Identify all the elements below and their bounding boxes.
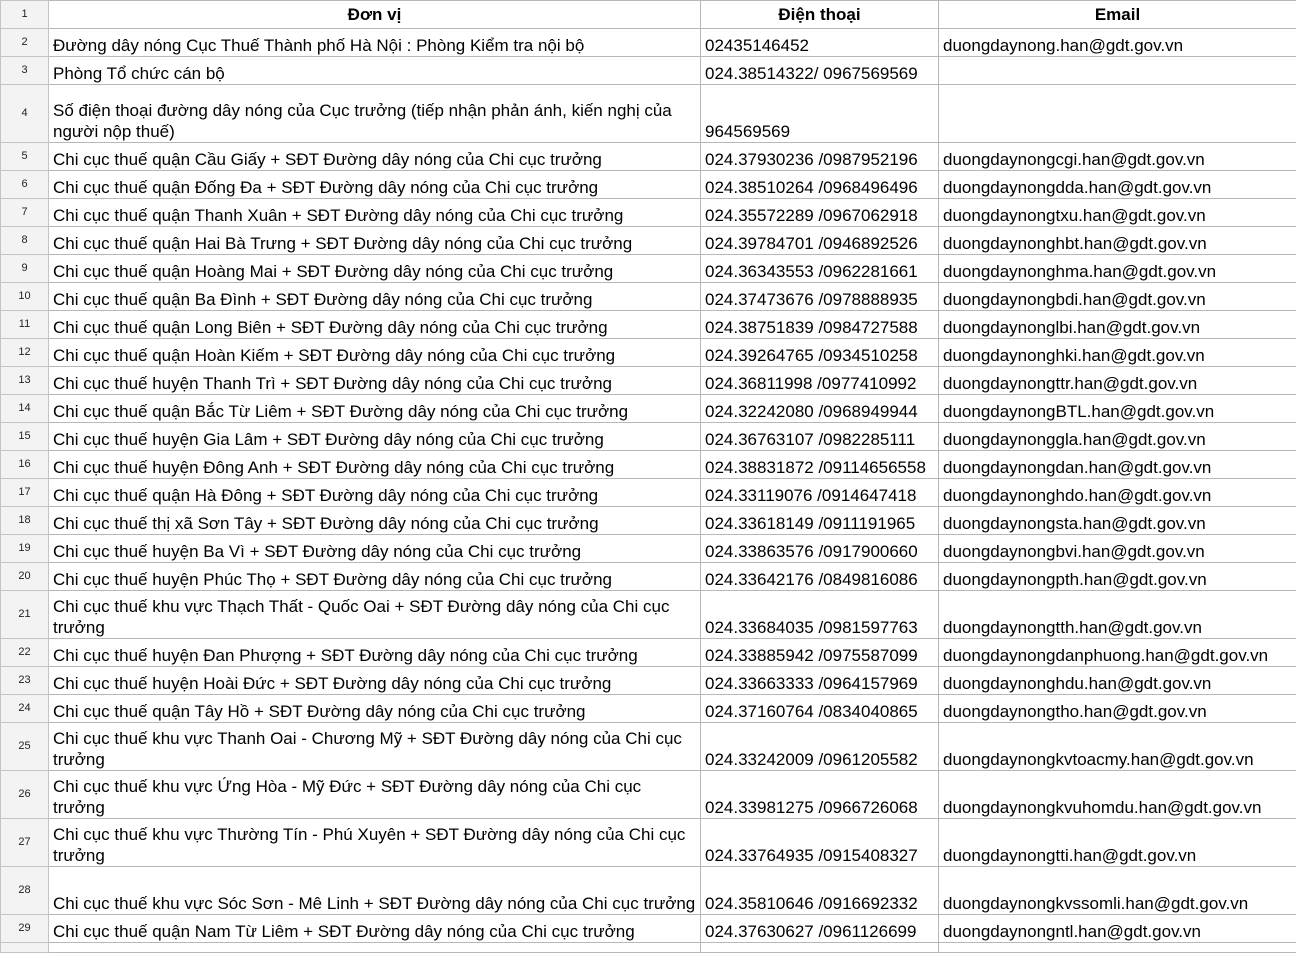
phone-cell[interactable]: 024.38751839 /0984727588 [701,311,939,339]
unit-cell[interactable]: Chi cục thuế khu vực Ứng Hòa - Mỹ Đức + SĐT Đường dây nóng của Chi cục trưởng [49,771,701,819]
table-row [1,695,1296,723]
table-row [1,479,1296,507]
unit-cell[interactable]: Chi cục thuế quận Thanh Xuân + SĐT Đường dây nóng của Chi cục trưởng [49,199,701,227]
unit-cell[interactable]: Chi cục thuế quận Bắc Từ Liêm + SĐT Đường dây nóng của Chi cục trưởng [49,395,701,423]
table-row [1,367,1296,395]
table-row [1,535,1296,563]
table-row [1,199,1296,227]
unit-cell[interactable]: Số điện thoại đường dây nóng của Cục trưởng (tiếp nhận phản ánh, kiến nghị của người nộp thuế) [49,85,701,143]
row-number[interactable]: 3 [1,57,49,85]
phone-cell[interactable]: 024.33642176 /0849816086 [701,563,939,591]
phone-cell[interactable]: 024.33618149 /0911191965 [701,507,939,535]
phone-cell[interactable]: 024.37930236 /0987952196 [701,143,939,171]
row-number[interactable]: 29 [1,915,49,943]
row-number[interactable]: 9 [1,255,49,283]
email-cell[interactable]: duongdaynongttr.han@gdt.gov.vn [939,367,1296,395]
table-row [1,423,1296,451]
phone-cell[interactable]: 024.36343553 /0962281661 [701,255,939,283]
unit-cell[interactable]: Chi cục thuế huyện Đan Phượng + SĐT Đường dây nóng của Chi cục trưởng [49,639,701,667]
phone-cell[interactable]: 024.38510264 /0968496496 [701,171,939,199]
row-number[interactable]: 28 [1,867,49,915]
unit-cell[interactable]: Chi cục thuế quận Hoàn Kiếm + SĐT Đường dây nóng của Chi cục trưởng [49,339,701,367]
phone-cell[interactable]: 024.39264765 /0934510258 [701,339,939,367]
header-phone[interactable]: Điện thoại [701,1,939,29]
sheet-body [1,1,1296,953]
unit-cell[interactable]: Chi cục thuế quận Tây Hồ + SĐT Đường dây nóng của Chi cục trưởng [49,695,701,723]
email-cell[interactable]: duongdaynongpth.han@gdt.gov.vn [939,563,1296,591]
email-cell[interactable]: duongdaynongbvi.han@gdt.gov.vn [939,535,1296,563]
email-cell[interactable] [939,57,1296,85]
email-cell[interactable] [939,85,1296,143]
table-row [1,29,1296,57]
row-number[interactable]: 18 [1,507,49,535]
row-number[interactable]: 2 [1,29,49,57]
email-cell[interactable]: duongdaynongkvtoacmy.han@gdt.gov.vn [939,723,1296,771]
empty-cell[interactable] [1,943,49,953]
phone-cell[interactable]: 024.33663333 /0964157969 [701,667,939,695]
phone-cell[interactable]: 024.33885942 /0975587099 [701,639,939,667]
phone-cell[interactable]: 02435146452 [701,29,939,57]
phone-cell[interactable]: 024.33242009 /0961205582 [701,723,939,771]
row-number[interactable]: 7 [1,199,49,227]
email-cell[interactable]: duongdaynonghdu.han@gdt.gov.vn [939,667,1296,695]
row-number[interactable]: 19 [1,535,49,563]
empty-cell[interactable] [701,943,939,953]
email-cell[interactable]: duongdaynongtth.han@gdt.gov.vn [939,591,1296,639]
unit-cell[interactable]: Chi cục thuế khu vực Sóc Sơn - Mê Linh + SĐT Đường dây nóng của Chi cục trưởng [49,867,701,915]
phone-cell[interactable]: 024.38514322/ 0967569569 [701,57,939,85]
unit-cell[interactable]: Chi cục thuế thị xã Sơn Tây + SĐT Đường dây nóng của Chi cục trưởng [49,507,701,535]
row-number[interactable]: 6 [1,171,49,199]
email-cell[interactable]: duongdaynongBTL.han@gdt.gov.vn [939,395,1296,423]
row-number[interactable]: 16 [1,451,49,479]
table-row [1,867,1296,915]
phone-cell[interactable]: 024.37630627 /0961126699 [701,915,939,943]
email-cell[interactable]: duongdaynong.han@gdt.gov.vn [939,29,1296,57]
row-number[interactable]: 17 [1,479,49,507]
unit-cell[interactable]: Chi cục thuế huyện Đông Anh + SĐT Đường dây nóng của Chi cục trưởng [49,451,701,479]
email-cell[interactable]: duongdaynonghdo.han@gdt.gov.vn [939,479,1296,507]
email-cell[interactable]: duongdaynonghma.han@gdt.gov.vn [939,255,1296,283]
table-row [1,591,1296,639]
row-number[interactable]: 25 [1,723,49,771]
phone-cell[interactable]: 024.36763107 /0982285111 [701,423,939,451]
row-number[interactable]: 10 [1,283,49,311]
phone-cell[interactable]: 024.33764935 /0915408327 [701,819,939,867]
empty-cell[interactable] [939,943,1296,953]
row-number[interactable]: 22 [1,639,49,667]
phone-cell[interactable]: 964569569 [701,85,939,143]
phone-cell[interactable]: 024.35810646 /0916692332 [701,867,939,915]
phone-cell[interactable]: 024.33863576 /0917900660 [701,535,939,563]
email-cell[interactable]: duongdaynongtxu.han@gdt.gov.vn [939,199,1296,227]
table-row [1,819,1296,867]
phone-cell[interactable]: 024.37160764 /0834040865 [701,695,939,723]
phone-cell[interactable]: 024.32242080 /0968949944 [701,395,939,423]
row-number[interactable]: 8 [1,227,49,255]
table-row [1,283,1296,311]
table-row [1,227,1296,255]
phone-cell[interactable]: 024.33684035 /0981597763 [701,591,939,639]
phone-cell[interactable]: 024.33981275 /0966726068 [701,771,939,819]
unit-cell[interactable]: Chi cục thuế khu vực Thanh Oai - Chương Mỹ + SĐT Đường dây nóng của Chi cục trưởng [49,723,701,771]
unit-cell[interactable]: Chi cục thuế quận Hai Bà Trưng + SĐT Đường dây nóng của Chi cục trưởng [49,227,701,255]
row-number[interactable]: 11 [1,311,49,339]
table-row [1,915,1296,943]
unit-cell[interactable]: Chi cục thuế quận Cầu Giấy + SĐT Đường dây nóng của Chi cục trưởng [49,143,701,171]
unit-cell[interactable]: Chi cục thuế khu vực Thạch Thất - Quốc Oai + SĐT Đường dây nóng của Chi cục trưởng [49,591,701,639]
email-cell[interactable]: duongdaynonglbi.han@gdt.gov.vn [939,311,1296,339]
row-number[interactable]: 13 [1,367,49,395]
unit-cell[interactable]: Chi cục thuế quận Hà Đông + SĐT Đường dây nóng của Chi cục trưởng [49,479,701,507]
row-number[interactable]: 14 [1,395,49,423]
phone-cell[interactable]: 024.33119076 /0914647418 [701,479,939,507]
table-row [1,507,1296,535]
unit-cell[interactable]: Chi cục thuế huyện Ba Vì + SĐT Đường dây nóng của Chi cục trưởng [49,535,701,563]
table-row [1,339,1296,367]
row-number[interactable]: 20 [1,563,49,591]
row-number[interactable]: 24 [1,695,49,723]
email-cell[interactable]: duongdaynonggla.han@gdt.gov.vn [939,423,1296,451]
unit-cell[interactable]: Phòng Tổ chức cán bộ [49,57,701,85]
unit-cell[interactable]: Chi cục thuế huyện Hoài Đức + SĐT Đường dây nóng của Chi cục trưởng [49,667,701,695]
table-row [1,771,1296,819]
header-unit[interactable]: Đơn vị [49,1,701,29]
phone-cell[interactable]: 024.38831872 /09114656558 [701,451,939,479]
email-cell[interactable]: duongdaynongcgi.han@gdt.gov.vn [939,143,1296,171]
unit-cell[interactable]: Chi cục thuế quận Đống Đa + SĐT Đường dây nóng của Chi cục trưởng [49,171,701,199]
unit-cell[interactable]: Chi cục thuế huyện Phúc Thọ + SĐT Đường dây nóng của Chi cục trưởng [49,563,701,591]
email-cell[interactable]: duongdaynongtho.han@gdt.gov.vn [939,695,1296,723]
email-cell[interactable]: duongdaynongbdi.han@gdt.gov.vn [939,283,1296,311]
table-row [1,311,1296,339]
row-number[interactable]: 21 [1,591,49,639]
unit-cell[interactable]: Chi cục thuế quận Nam Từ Liêm + SĐT Đường dây nóng của Chi cục trưởng [49,915,701,943]
table-row [1,171,1296,199]
unit-cell[interactable]: Chi cục thuế quận Ba Đình + SĐT Đường dây nóng của Chi cục trưởng [49,283,701,311]
table-row [1,723,1296,771]
row-number[interactable]: 15 [1,423,49,451]
empty-cell[interactable] [49,943,701,953]
header-row [1,1,1296,29]
email-cell[interactable]: duongdaynongdda.han@gdt.gov.vn [939,171,1296,199]
table-row [1,395,1296,423]
table-row [1,255,1296,283]
row-number[interactable]: 26 [1,771,49,819]
table-row [1,143,1296,171]
table-row [1,57,1296,85]
phone-cell[interactable]: 024.35572289 /0967062918 [701,199,939,227]
email-cell[interactable]: duongdaynongdan.han@gdt.gov.vn [939,451,1296,479]
unit-cell[interactable]: Chi cục thuế quận Hoàng Mai + SĐT Đường dây nóng của Chi cục trưởng [49,255,701,283]
row-number[interactable]: 27 [1,819,49,867]
header-email[interactable]: Email [939,1,1296,29]
phone-cell[interactable]: 024.36811998 /0977410992 [701,367,939,395]
unit-cell[interactable]: Chi cục thuế quận Long Biên + SĐT Đường dây nóng của Chi cục trưởng [49,311,701,339]
email-cell[interactable]: duongdaynongdanphuong.han@gdt.gov.vn [939,639,1296,667]
row-number[interactable]: 5 [1,143,49,171]
table-row [1,639,1296,667]
unit-cell[interactable]: Chi cục thuế huyện Gia Lâm + SĐT Đường dây nóng của Chi cục trưởng [49,423,701,451]
unit-cell[interactable]: Đường dây nóng Cục Thuế Thành phố Hà Nội : Phòng Kiểm tra nội bộ [49,29,701,57]
table-row [1,451,1296,479]
phone-cell[interactable]: 024.37473676 /0978888935 [701,283,939,311]
table-row [1,563,1296,591]
unit-cell[interactable]: Chi cục thuế huyện Thanh Trì + SĐT Đường dây nóng của Chi cục trưởng [49,367,701,395]
email-cell[interactable]: duongdaynongsta.han@gdt.gov.vn [939,507,1296,535]
email-cell[interactable]: duongdaynonghki.han@gdt.gov.vn [939,339,1296,367]
table-row [1,85,1296,143]
row-number[interactable]: 12 [1,339,49,367]
unit-cell[interactable]: Chi cục thuế khu vực Thường Tín - Phú Xuyên + SĐT Đường dây nóng của Chi cục trưởng [49,819,701,867]
row-number[interactable]: 4 [1,85,49,143]
email-cell[interactable]: duongdaynongntl.han@gdt.gov.vn [939,915,1296,943]
email-cell[interactable]: duongdaynonghbt.han@gdt.gov.vn [939,227,1296,255]
row-number[interactable]: 1 [1,1,49,29]
phone-cell[interactable]: 024.39784701 /0946892526 [701,227,939,255]
row-number[interactable]: 23 [1,667,49,695]
email-cell[interactable]: duongdaynongtti.han@gdt.gov.vn [939,819,1296,867]
email-cell[interactable]: duongdaynongkvuhomdu.han@gdt.gov.vn [939,771,1296,819]
empty-row [1,943,1296,953]
email-cell[interactable]: duongdaynongkvssomli.han@gdt.gov.vn [939,867,1296,915]
table-row [1,667,1296,695]
